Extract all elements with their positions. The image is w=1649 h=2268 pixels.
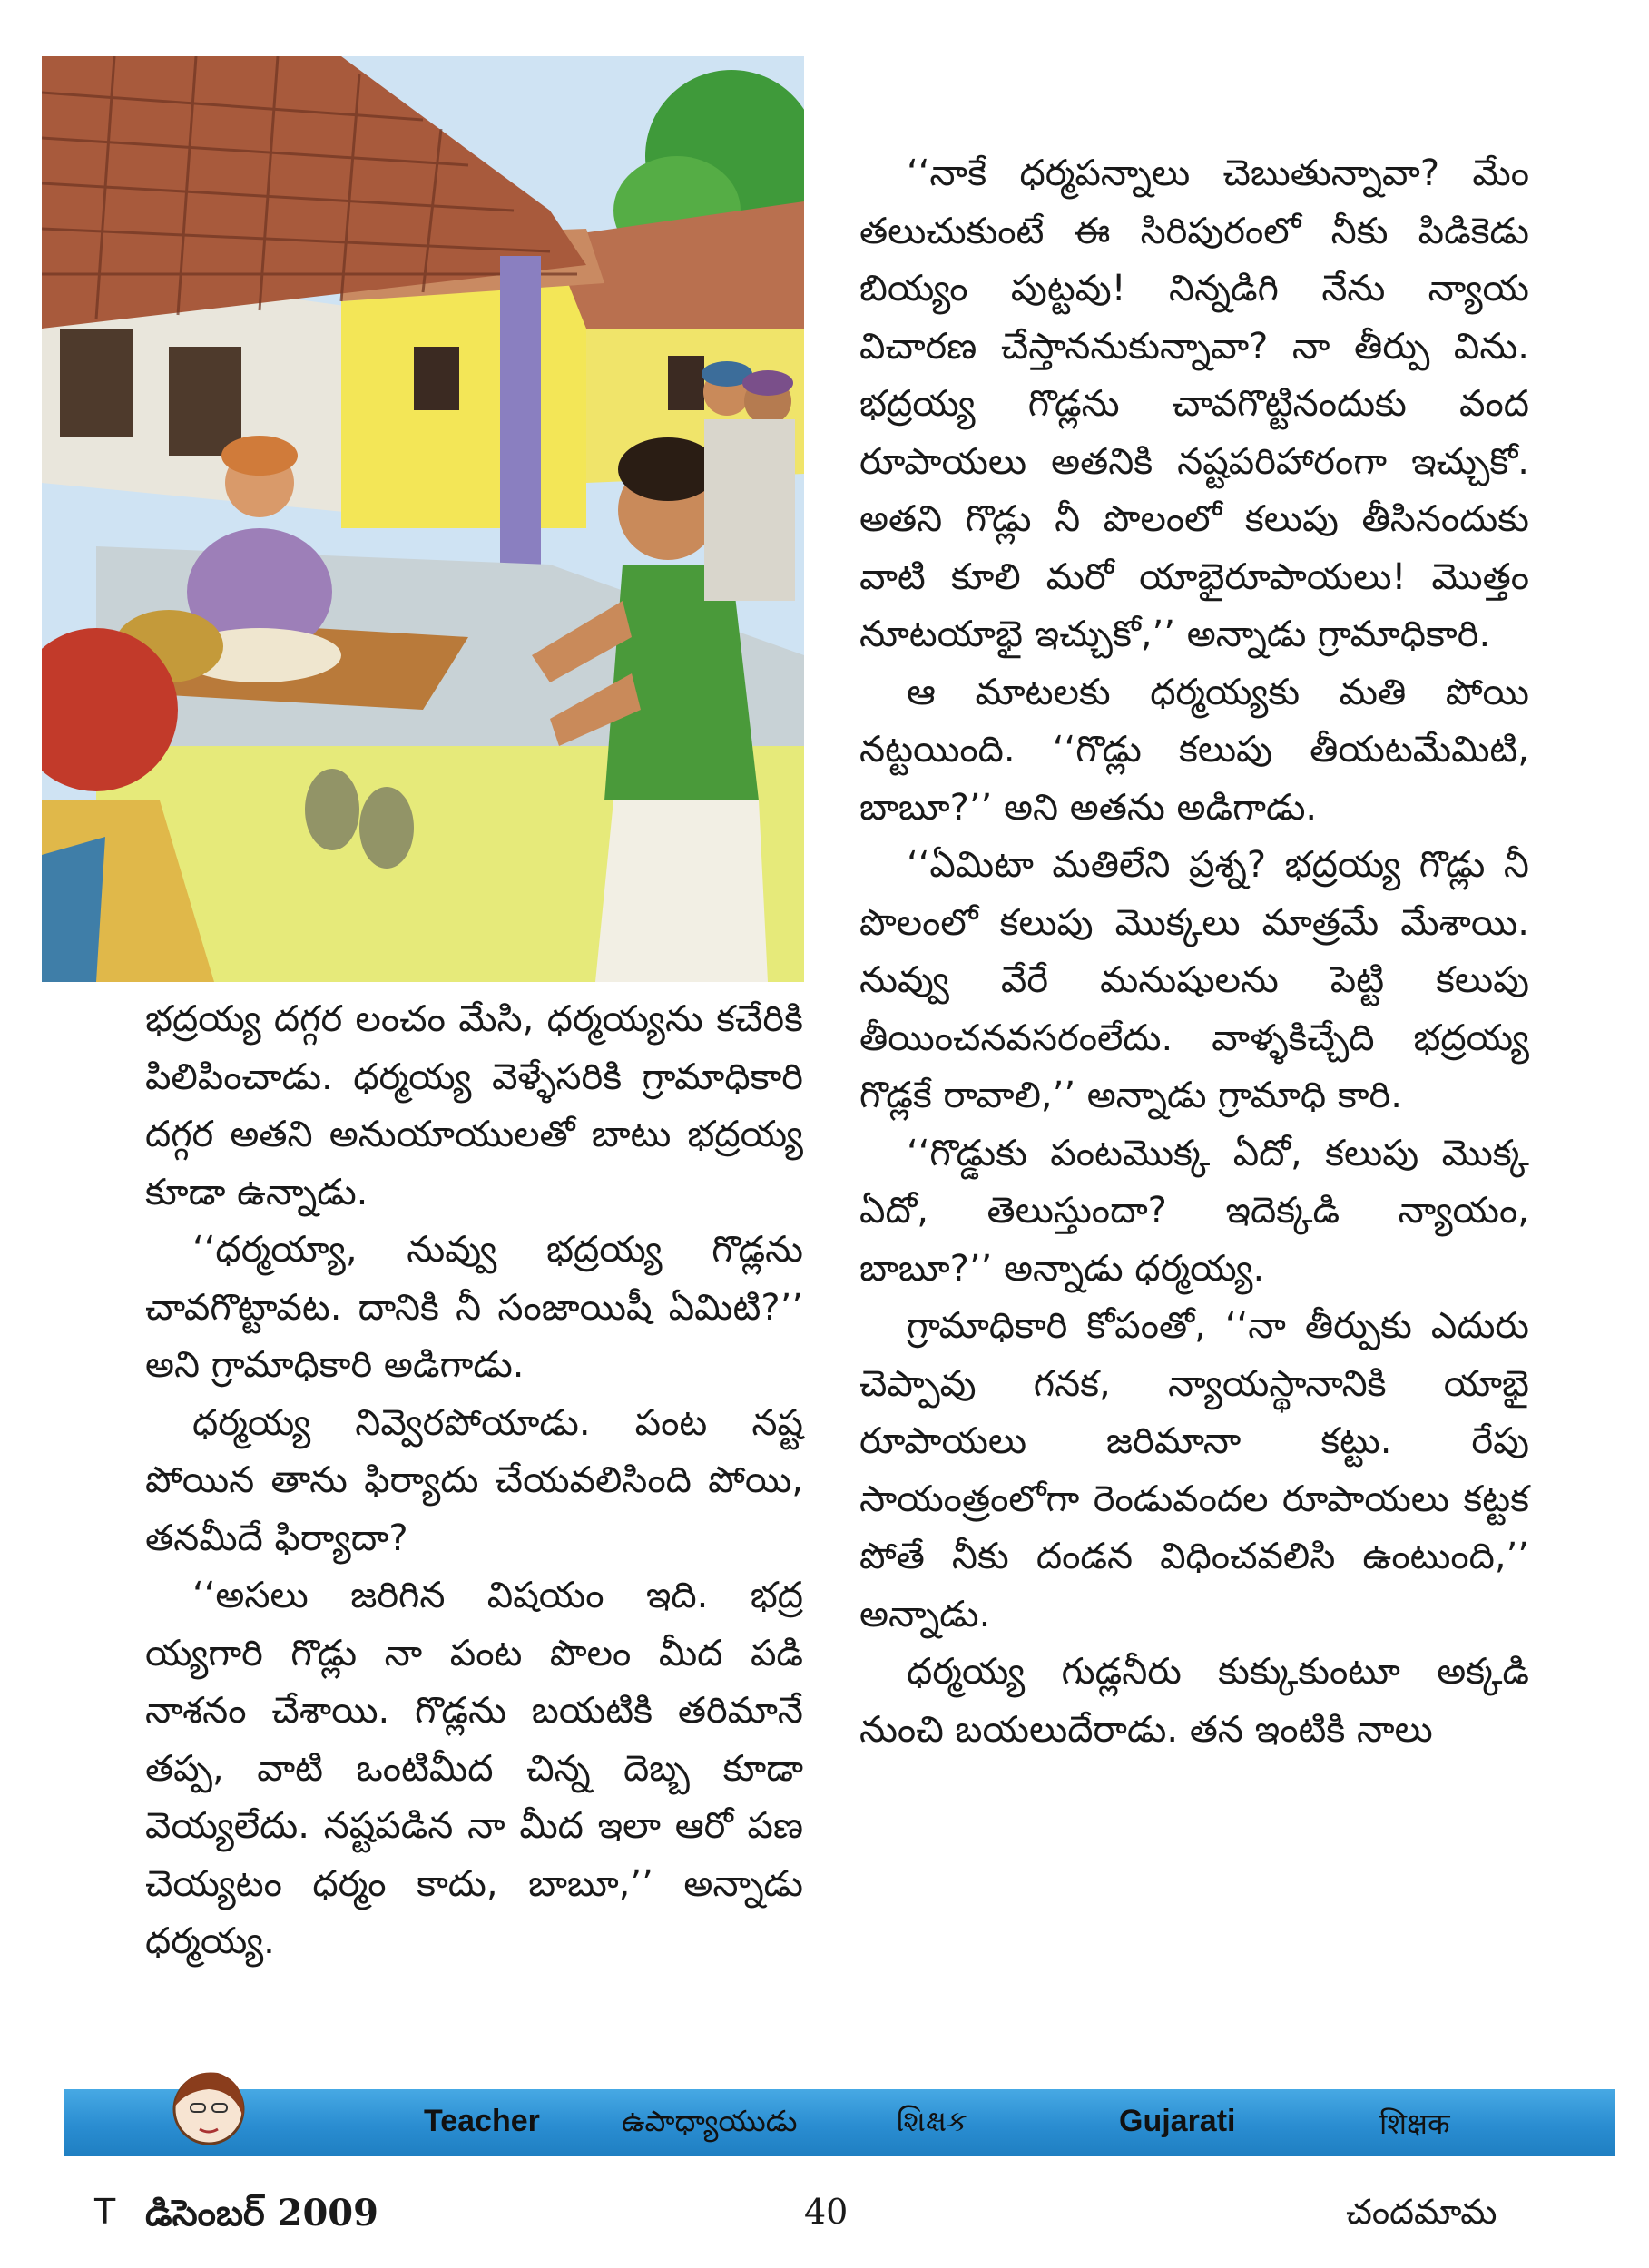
- teacher-avatar-icon: [163, 2064, 254, 2171]
- left-paragraph-4: ‘‘అసలు జరిగిన విషయం ఇది. భద్ర య్యగారి గొడ్లు నా పంట పొలం మీద పడి నాశనం చేశాయి. గొడ్లను బయటికి తరిమానే తప్ప, వాటి ఒంటిమీద చిన్న దెబ్బ కూడా వెయ్యలేదు. నష్టపడిన నా మీద ఇలా ఆరో పణ చెయ్యటం ధర్మం కాదు, బాబూ,’’ అన్నాడు ధర్మయ్య.: [145, 1575, 803, 1962]
- right-paragraph-4: ‘‘గొడ్డుకు పంటమొక్క ఏదో, కలుపు మొక్క ఏదో, తెలుస్తుందా? ఇదెక్కడి న్యాయం, బాబూ?’’ అన్నాడు ధర్మయ్య.: [859, 1132, 1529, 1290]
- left-paragraph-1: భద్రయ్య దగ్గర లంచం మేసి, ధర్మయ్యను కచేరికి పిలిపించాడు. ధర్మయ్య వెళ్ళేసరికి గ్రామాధికారి దగ్గర అతని అనుయాయులతో బాటు భద్రయ్య కూడా ఉన్నాడు.: [145, 998, 803, 1213]
- language-banner: [64, 2089, 1615, 2156]
- banner-word-telugu: ఉపాధ్యాయుడు: [622, 2104, 798, 2138]
- right-paragraph-2: ఆ మాటలకు ధర్మయ్యకు మతి పోయి నట్టయింది. ‘‘గొడ్లు కలుపు తీయటమేమిటి, బాబూ?’’ అని అతను అడిగాడు.: [859, 671, 1529, 829]
- banner-word-gujarati: શિક્ષક: [897, 2104, 967, 2138]
- banner-language-name: Gujarati: [1119, 2104, 1236, 2138]
- banner-word-english: Teacher: [424, 2104, 540, 2138]
- page-number: 40: [804, 2192, 849, 2232]
- right-column: [859, 145, 1529, 1759]
- left-paragraph-2: ‘‘ధర్మయ్యా, నువ్వు భద్రయ్య గొడ్లను చావగొట్టావట. దానికి నీ సంజాయిషీ ఏమిటి?’’ అని గ్రామాధికారి అడిగాడు.: [145, 1229, 803, 1386]
- footer-date: డిసెంబర్ 2009: [145, 2192, 378, 2234]
- magazine-name: చందమామ: [1346, 2192, 1497, 2232]
- left-paragraph-3: ధర్మయ్య నివ్వెరపోయాడు. పంట నష్ట పోయిన తాను ఫిర్యాదు చేయవలిసింది పోయి, తనమీదే ఫిర్యాదా?: [145, 1401, 803, 1559]
- right-paragraph-3: ‘‘ఏమిటా మతిలేని ప్రశ్న? భద్రయ్య గొడ్లు నీ పొలంలో కలుపు మొక్కలు మాత్రమే మేశాయి. నువ్వు వేరే మనుషులను పెట్టి కలుపు తీయించనవసరంలేదు. వాళ్ళకిచ్చేది భద్రయ్య గొడ్లకే రావాలి,’’ అన్నాడు గ్రామాధి కారి.: [859, 844, 1529, 1116]
- banner-word-hindi: शिक्षक: [1379, 2106, 1450, 2141]
- left-column: [145, 991, 803, 1971]
- right-paragraph-6: ధర్మయ్య గుడ్లనీరు కుక్కుకుంటూ అక్కడి నుంచి బయలుదేరాడు. తన ఇంటికి నాలు: [859, 1651, 1529, 1751]
- right-paragraph-1: ‘‘నాకే ధర్మపన్నాలు చెబుతున్నావా? మేం తలుచుకుంటే ఈ సిరిపురంలో నీకు పిడికెడు బియ్యం పుట్టవు! నిన్నడిగి నేను న్యాయ విచారణ చేస్తాననుకున్నావా? నా తీర్పు విను. భద్రయ్య గొడ్లను చావగొట్టినందుకు వంద రూపాయలు అతనికి నష్టపరిహారంగా ఇచ్చుకో. అతని గొడ్లు నీ పొలంలో కలుపు తీసినందుకు వాటి కూలి మరో యాభైరూపాయలు! మొత్తం నూటయాభై ఇచ్చుకో,’’ అన్నాడు గ్రామాధికారి.: [859, 152, 1529, 655]
- story-illustration: [42, 56, 804, 982]
- right-paragraph-5: గ్రామాధికారి కోపంతో, ‘‘నా తీర్పుకు ఎదురు చెప్పావు గనక, న్యాయస్థానానికి యాభై రూపాయలు జరిమానా కట్టు. రేపు సాయంత్రంలోగా రెండువందల రూపాయలు కట్టక పోతే నీకు దండన విధించవలిసి ఉంటుంది,’’ అన్నాడు.: [859, 1305, 1529, 1635]
- footer-letter: T: [94, 2192, 116, 2232]
